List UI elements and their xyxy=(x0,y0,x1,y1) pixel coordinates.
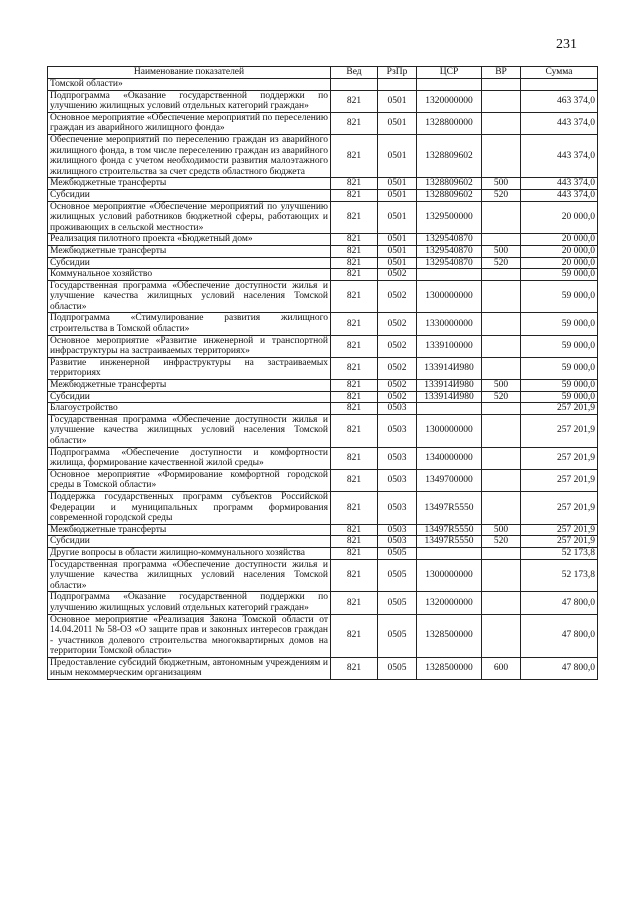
row-csr-cell: 1300000000 xyxy=(417,559,482,592)
row-sum-cell: 443 374,0 xyxy=(521,189,598,201)
row-ved-cell: 821 xyxy=(331,245,378,257)
table-row xyxy=(48,536,598,548)
row-rzpr-cell: 0502 xyxy=(378,380,417,392)
row-ved-cell: 821 xyxy=(331,592,378,614)
row-sum-cell: 257 201,9 xyxy=(521,414,598,447)
budget-table xyxy=(47,66,598,680)
row-rzpr-cell: 0503 xyxy=(378,414,417,447)
row-rzpr-cell xyxy=(378,79,417,91)
row-rzpr-cell: 0502 xyxy=(378,313,417,335)
row-sum-cell: 20 000,0 xyxy=(521,245,598,257)
row-ved-cell: 821 xyxy=(331,112,378,134)
header-ved: Вед xyxy=(331,67,378,79)
row-sum-cell: 59 000,0 xyxy=(521,357,598,379)
row-rzpr-cell: 0503 xyxy=(378,403,417,415)
row-vr-cell xyxy=(482,403,521,415)
row-name-cell: Субсидии xyxy=(48,536,331,548)
header-sum: Сумма xyxy=(521,67,598,79)
row-sum-cell: 257 201,9 xyxy=(521,447,598,469)
table-row xyxy=(48,313,598,335)
row-sum-cell: 52 173,8 xyxy=(521,559,598,592)
table-row xyxy=(48,491,598,524)
row-ved-cell: 821 xyxy=(331,201,378,234)
row-csr-cell: 1329540870 xyxy=(417,245,482,257)
row-sum-cell: 20 000,0 xyxy=(521,201,598,234)
row-csr-cell: 13497R5550 xyxy=(417,524,482,536)
table-row xyxy=(48,447,598,469)
row-rzpr-cell: 0502 xyxy=(378,280,417,313)
table-row xyxy=(48,90,598,112)
row-name-cell: Томской области» xyxy=(48,79,331,91)
row-rzpr-cell: 0501 xyxy=(378,178,417,190)
row-name-cell: Основное мероприятие «Обеспечение мероприятий по переселению граждан из аварийного жилищного фонда» xyxy=(48,112,331,134)
row-csr-cell: 1300000000 xyxy=(417,280,482,313)
row-rzpr-cell: 0503 xyxy=(378,524,417,536)
row-name-cell: Основное мероприятие «Реализация Закона Томской области от 14.04.2011 № 58-ОЗ «О защите прав и законных интересов граждан - участников долевого строительства многоквартирных домов на территории Томской области» xyxy=(48,614,331,657)
row-vr-cell xyxy=(482,234,521,246)
row-name-cell: Подпрограмма «Оказание государственной поддержки по улучшению жилищных условий отдельных категорий граждан» xyxy=(48,592,331,614)
row-rzpr-cell: 0503 xyxy=(378,469,417,491)
row-vr-cell xyxy=(482,134,521,177)
row-sum-cell: 257 201,9 xyxy=(521,469,598,491)
table-row xyxy=(48,380,598,392)
row-name-cell: Обеспечение мероприятий по переселению граждан из аварийного жилищного фонда, в том числе переселению граждан из аварийного жилищного фонда с учетом необходимости развития малоэтажного жилищного строительства за счет средств областного бюджета xyxy=(48,134,331,177)
row-name-cell: Другие вопросы в области жилищно-коммунального хозяйства xyxy=(48,547,331,559)
table-row xyxy=(48,592,598,614)
table-row xyxy=(48,614,598,657)
row-rzpr-cell: 0501 xyxy=(378,245,417,257)
table-row xyxy=(48,357,598,379)
row-ved-cell: 821 xyxy=(331,447,378,469)
row-name-cell: Подпрограмма «Оказание государственной поддержки по улучшению жилищных условий отдельных категорий граждан» xyxy=(48,90,331,112)
row-csr-cell xyxy=(417,269,482,281)
row-vr-cell: 520 xyxy=(482,391,521,403)
row-sum-cell: 59 000,0 xyxy=(521,280,598,313)
row-rzpr-cell: 0502 xyxy=(378,335,417,357)
row-csr-cell: 1329540870 xyxy=(417,234,482,246)
row-csr-cell: 1320000000 xyxy=(417,90,482,112)
page-number: 231 xyxy=(556,37,577,52)
row-vr-cell xyxy=(482,335,521,357)
row-name-cell: Субсидии xyxy=(48,257,331,269)
row-vr-cell: 500 xyxy=(482,178,521,190)
row-csr-cell: 133914И980 xyxy=(417,391,482,403)
row-name-cell: Субсидии xyxy=(48,189,331,201)
row-csr-cell xyxy=(417,403,482,415)
row-sum-cell: 59 000,0 xyxy=(521,335,598,357)
row-ved-cell: 821 xyxy=(331,536,378,548)
row-ved-cell: 821 xyxy=(331,335,378,357)
row-csr-cell: 1328809602 xyxy=(417,189,482,201)
row-sum-cell: 59 000,0 xyxy=(521,391,598,403)
row-rzpr-cell: 0501 xyxy=(378,234,417,246)
row-csr-cell: 133914И980 xyxy=(417,380,482,392)
table-row xyxy=(48,547,598,559)
row-ved-cell: 821 xyxy=(331,657,378,679)
row-ved-cell: 821 xyxy=(331,269,378,281)
row-rzpr-cell: 0501 xyxy=(378,90,417,112)
row-vr-cell xyxy=(482,90,521,112)
row-vr-cell xyxy=(482,313,521,335)
table-row xyxy=(48,280,598,313)
row-vr-cell xyxy=(482,592,521,614)
row-rzpr-cell: 0503 xyxy=(378,447,417,469)
row-ved-cell: 821 xyxy=(331,391,378,403)
row-name-cell: Подпрограмма «Обеспечение доступности и комфортности жилища, формирование качественной жилой среды» xyxy=(48,447,331,469)
row-ved-cell: 821 xyxy=(331,547,378,559)
row-ved-cell: 821 xyxy=(331,357,378,379)
row-ved-cell: 821 xyxy=(331,380,378,392)
row-sum-cell: 443 374,0 xyxy=(521,178,598,190)
table-row xyxy=(48,257,598,269)
row-ved-cell: 821 xyxy=(331,90,378,112)
row-rzpr-cell: 0505 xyxy=(378,614,417,657)
row-vr-cell xyxy=(482,469,521,491)
row-name-cell: Предоставление субсидий бюджетным, автономным учреждениям и иным некоммерческим организациям xyxy=(48,657,331,679)
table-row xyxy=(48,245,598,257)
row-csr-cell: 1340000000 xyxy=(417,447,482,469)
row-vr-cell: 500 xyxy=(482,245,521,257)
row-ved-cell: 821 xyxy=(331,414,378,447)
row-rzpr-cell: 0501 xyxy=(378,189,417,201)
row-vr-cell xyxy=(482,112,521,134)
table-row xyxy=(48,134,598,177)
row-name-cell: Государственная программа «Обеспечение доступности жилья и улучшение качества жилищных условий населения Томской области» xyxy=(48,559,331,592)
row-ved-cell: 821 xyxy=(331,524,378,536)
table-row xyxy=(48,201,598,234)
table-row xyxy=(48,403,598,415)
table-row xyxy=(48,112,598,134)
row-vr-cell xyxy=(482,559,521,592)
row-name-cell: Подпрограмма «Стимулирование развития жилищного строительства в Томской области» xyxy=(48,313,331,335)
row-name-cell: Государственная программа «Обеспечение доступности жилья и улучшение качества жилищных условий населения Томской области» xyxy=(48,414,331,447)
row-vr-cell: 520 xyxy=(482,536,521,548)
row-ved-cell: 821 xyxy=(331,178,378,190)
table-header-row xyxy=(48,67,598,79)
table-row xyxy=(48,469,598,491)
row-sum-cell: 257 201,9 xyxy=(521,403,598,415)
row-name-cell: Благоустройство xyxy=(48,403,331,415)
row-csr-cell: 133914И980 xyxy=(417,357,482,379)
row-csr-cell xyxy=(417,79,482,91)
row-rzpr-cell: 0501 xyxy=(378,134,417,177)
table-row xyxy=(48,178,598,190)
row-rzpr-cell: 0505 xyxy=(378,592,417,614)
row-sum-cell: 47 800,0 xyxy=(521,657,598,679)
row-vr-cell xyxy=(482,547,521,559)
row-rzpr-cell: 0505 xyxy=(378,547,417,559)
row-vr-cell: 500 xyxy=(482,524,521,536)
row-ved-cell: 821 xyxy=(331,491,378,524)
row-vr-cell xyxy=(482,269,521,281)
row-csr-cell: 1328809602 xyxy=(417,134,482,177)
row-ved-cell: 821 xyxy=(331,234,378,246)
row-name-cell: Реализация пилотного проекта «Бюджетный дом» xyxy=(48,234,331,246)
row-vr-cell: 520 xyxy=(482,257,521,269)
row-ved-cell: 821 xyxy=(331,280,378,313)
row-csr-cell: 1329500000 xyxy=(417,201,482,234)
row-vr-cell: 520 xyxy=(482,189,521,201)
row-sum-cell: 59 000,0 xyxy=(521,380,598,392)
row-rzpr-cell: 0503 xyxy=(378,491,417,524)
header-name: Наименование показателей xyxy=(48,67,331,79)
row-ved-cell: 821 xyxy=(331,313,378,335)
row-csr-cell: 1330000000 xyxy=(417,313,482,335)
row-csr-cell: 1300000000 xyxy=(417,414,482,447)
row-sum-cell: 463 374,0 xyxy=(521,90,598,112)
row-rzpr-cell: 0502 xyxy=(378,391,417,403)
table-row xyxy=(48,269,598,281)
table-row xyxy=(48,189,598,201)
row-vr-cell xyxy=(482,447,521,469)
row-rzpr-cell: 0501 xyxy=(378,257,417,269)
row-sum-cell xyxy=(521,79,598,91)
table-row xyxy=(48,524,598,536)
table-row xyxy=(48,414,598,447)
row-csr-cell: 1339100000 xyxy=(417,335,482,357)
table-row xyxy=(48,559,598,592)
row-vr-cell xyxy=(482,614,521,657)
row-sum-cell: 443 374,0 xyxy=(521,112,598,134)
row-sum-cell: 20 000,0 xyxy=(521,257,598,269)
row-name-cell: Межбюджетные трансферты xyxy=(48,245,331,257)
row-name-cell: Межбюджетные трансферты xyxy=(48,524,331,536)
row-csr-cell: 1328800000 xyxy=(417,112,482,134)
row-ved-cell: 821 xyxy=(331,257,378,269)
table-row xyxy=(48,391,598,403)
row-sum-cell: 47 800,0 xyxy=(521,592,598,614)
row-rzpr-cell: 0501 xyxy=(378,112,417,134)
row-vr-cell xyxy=(482,357,521,379)
row-sum-cell: 59 000,0 xyxy=(521,269,598,281)
row-vr-cell xyxy=(482,79,521,91)
row-sum-cell: 47 800,0 xyxy=(521,614,598,657)
row-sum-cell: 257 201,9 xyxy=(521,491,598,524)
row-rzpr-cell: 0505 xyxy=(378,657,417,679)
row-ved-cell: 821 xyxy=(331,614,378,657)
row-vr-cell xyxy=(482,201,521,234)
row-csr-cell: 13497R5550 xyxy=(417,491,482,524)
row-vr-cell xyxy=(482,491,521,524)
row-name-cell: Развитие инженерной инфраструктуры на застраиваемых территориях xyxy=(48,357,331,379)
row-rzpr-cell: 0501 xyxy=(378,201,417,234)
row-name-cell: Коммунальное хозяйство xyxy=(48,269,331,281)
row-sum-cell: 52 173,8 xyxy=(521,547,598,559)
row-sum-cell: 443 374,0 xyxy=(521,134,598,177)
header-rzpr: РзПр xyxy=(378,67,417,79)
row-ved-cell: 821 xyxy=(331,469,378,491)
row-csr-cell: 1328500000 xyxy=(417,614,482,657)
table-row xyxy=(48,79,598,91)
row-csr-cell: 1329540870 xyxy=(417,257,482,269)
row-ved-cell: 821 xyxy=(331,403,378,415)
row-vr-cell: 600 xyxy=(482,657,521,679)
row-csr-cell: 1349700000 xyxy=(417,469,482,491)
row-ved-cell: 821 xyxy=(331,189,378,201)
table-row xyxy=(48,335,598,357)
row-csr-cell: 1328500000 xyxy=(417,657,482,679)
row-vr-cell xyxy=(482,280,521,313)
row-vr-cell: 500 xyxy=(482,380,521,392)
row-name-cell: Межбюджетные трансферты xyxy=(48,178,331,190)
header-csr: ЦСР xyxy=(417,67,482,79)
row-csr-cell xyxy=(417,547,482,559)
row-sum-cell: 20 000,0 xyxy=(521,234,598,246)
header-vr: ВР xyxy=(482,67,521,79)
row-sum-cell: 59 000,0 xyxy=(521,313,598,335)
row-name-cell: Основное мероприятие «Развитие инженерной и транспортной инфраструктуры на застраиваемых территориях» xyxy=(48,335,331,357)
row-rzpr-cell: 0503 xyxy=(378,536,417,548)
row-sum-cell: 257 201,9 xyxy=(521,524,598,536)
row-ved-cell xyxy=(331,79,378,91)
row-name-cell: Межбюджетные трансферты xyxy=(48,380,331,392)
row-name-cell: Основное мероприятие «Обеспечение мероприятий по улучшению жилищных условий работников бюджетной сферы, работающих и проживающих в сельской местности» xyxy=(48,201,331,234)
row-vr-cell xyxy=(482,414,521,447)
row-csr-cell: 1328809602 xyxy=(417,178,482,190)
row-rzpr-cell: 0502 xyxy=(378,269,417,281)
row-name-cell: Субсидии xyxy=(48,391,331,403)
row-rzpr-cell: 0505 xyxy=(378,559,417,592)
row-name-cell: Поддержка государственных программ субъектов Российской Федерации и муниципальных программ формирования современной городской среды xyxy=(48,491,331,524)
row-csr-cell: 13497R5550 xyxy=(417,536,482,548)
row-name-cell: Основное мероприятие «Формирование комфортной городской среды в Томской области» xyxy=(48,469,331,491)
row-rzpr-cell: 0502 xyxy=(378,357,417,379)
row-ved-cell: 821 xyxy=(331,559,378,592)
row-ved-cell: 821 xyxy=(331,134,378,177)
row-csr-cell: 1320000000 xyxy=(417,592,482,614)
table-row xyxy=(48,657,598,679)
table-row xyxy=(48,234,598,246)
row-sum-cell: 257 201,9 xyxy=(521,536,598,548)
row-name-cell: Государственная программа «Обеспечение доступности жилья и улучшение качества жилищных условий населения Томской области» xyxy=(48,280,331,313)
